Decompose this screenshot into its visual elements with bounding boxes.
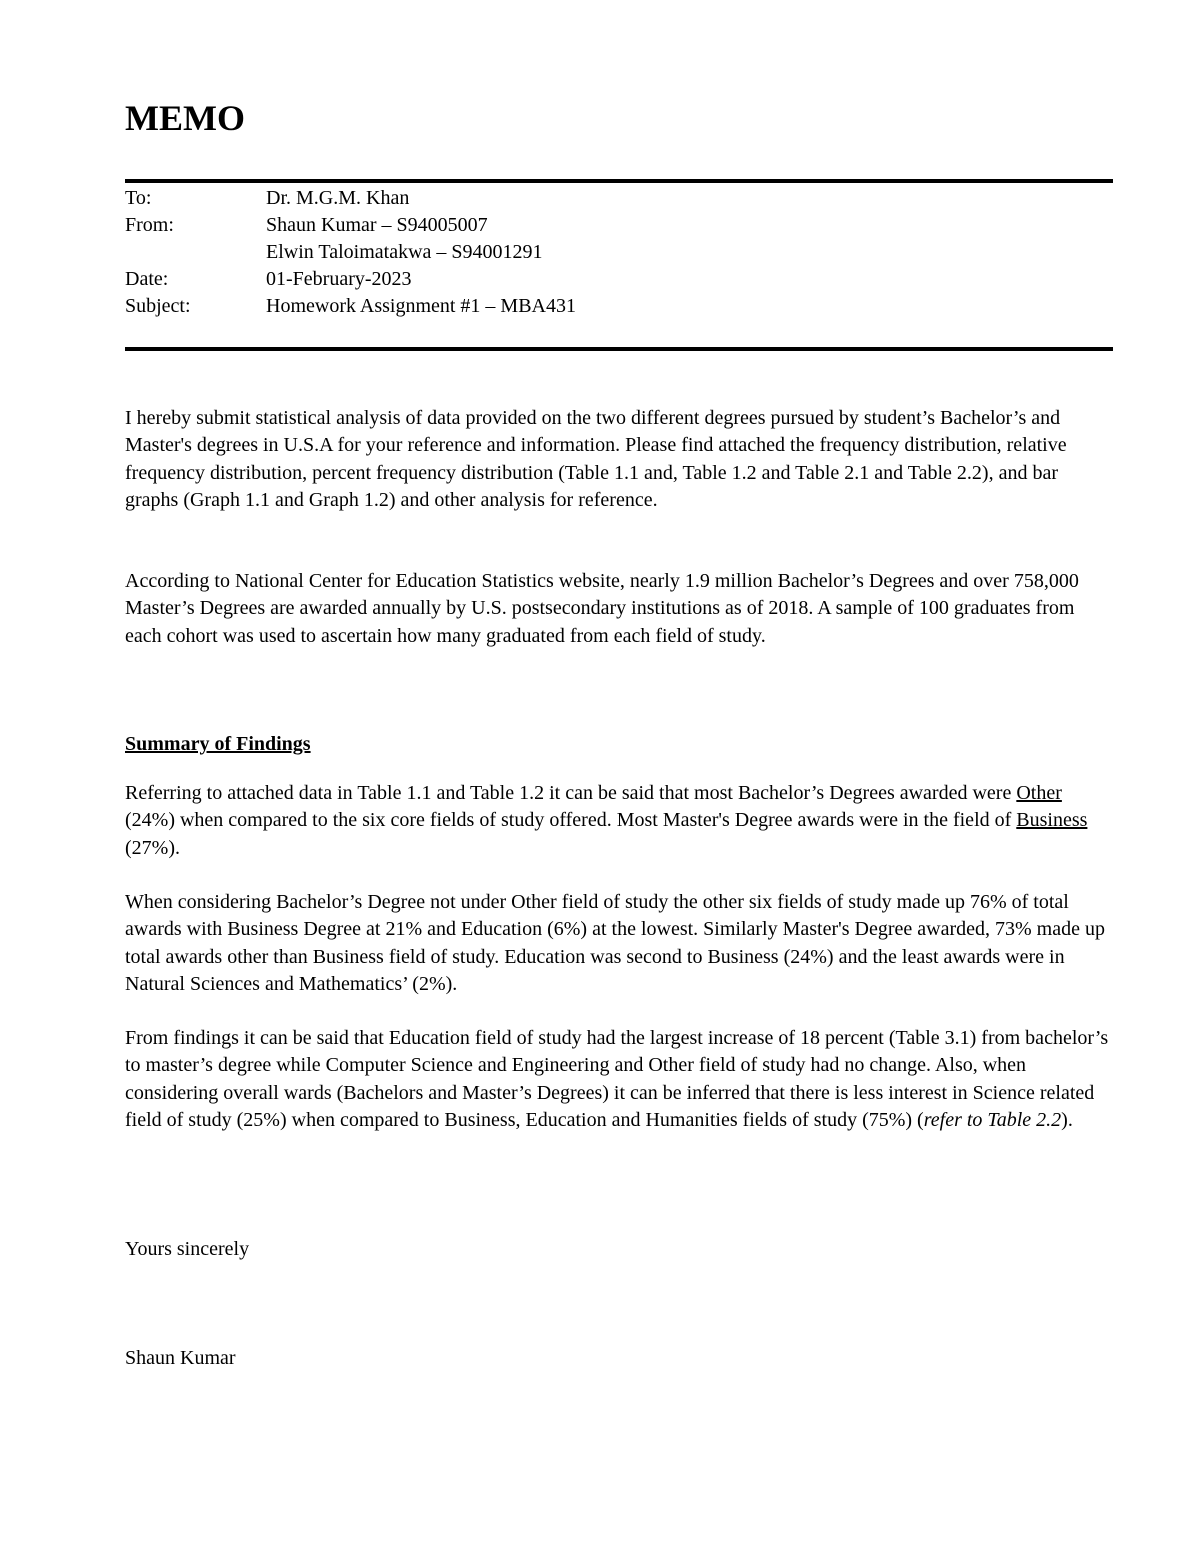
findings-paragraph-1-text [125,780,1115,862]
header-top-rule [125,179,1113,183]
findings-paragraph-1 [125,780,1115,862]
findings-1-other: Other [1016,782,1062,804]
header-label-date: Date: [125,268,169,290]
findings-paragraph-3-text [125,1025,1115,1134]
findings-3-reference: refer to Table 2.2 [923,1108,1062,1131]
findings-3-part-b: ). [1061,1108,1073,1131]
summary-heading: Summary of Findings [125,733,311,755]
header-value-from: Shaun Kumar – S94005007 [266,214,488,236]
header-value-from-2: Elwin Taloimatakwa – S94001291 [266,241,543,263]
header-bottom-rule [125,347,1113,351]
memo-header [125,185,1113,320]
header-value-subject: Homework Assignment #1 – MBA431 [266,295,576,317]
findings-1-part-b: (24%) when compared to the six core fields of study offered. Most Master's Degree awards were in the field of [125,809,1017,832]
header-value-date: 01-February-2023 [266,268,412,290]
findings-paragraph-2-text: When considering Bachelor’s Degree not under Other field of study the other six fields of study made up 76% of total awards with Business Degree at 21% and Education (6%) at the lowest. Similarly Master's Degree awarded, 73% made up total awards other than Business field of study. Education was second to Business (24%) and the least awards were in Natural Sciences and Mathematics’ (2%). [125,891,1105,995]
findings-3-part-a: From findings it can be said that Education field of study had the largest increase of 18 percent (Table 3.1) from bachelor’s to master’s degree while Computer Science and Engineering and Other field of study had no change. Also, when considering overall wards (Bachelors and Master’s Degrees) it can be inferred that there is less interest in Science related field of study (25%) when compared to Business, Education and Humanities fields of study (75%) ( [125,1027,1109,1131]
signer-name: Shaun Kumar [125,1347,236,1369]
closing-salutation: Yours sincerely [125,1238,250,1260]
header-value-to: Dr. M.G.M. Khan [266,187,410,209]
header-row-date [125,266,1113,293]
findings-1-part-a: Referring to attached data in Table 1.1 and Table 1.2 it can be said that most Bachelor’s Degrees awarded were [125,782,1017,804]
intro-paragraph-text: I hereby submit statistical analysis of data provided on the two different degrees pursued by student’s Bachelor’s and Master's degrees in U.S.A for your reference and information. Please find attached the frequency distribution, relative frequency distribution, percent frequency distribution (Table 1.1 and, Table 1.2 and Table 2.1 and Table 2.2), and bar graphs (Graph 1.1 and Graph 1.2) and other analysis for reference. [125,407,1067,511]
memo-title: MEMO [125,98,245,138]
background-paragraph-text: According to National Center for Education Statistics website, nearly 1.9 million Bachelor’s Degrees and over 758,000 Master’s Degrees are awarded annually by U.S. postsecondary institutions as of 2018. A sample of 100 graduates from each cohort was used to ascertain how many graduated from each field of study. [125,570,1079,647]
findings-1-business: Business [1016,809,1088,832]
header-label-empty [125,239,266,266]
header-row-from [125,212,1113,239]
header-label-to: To: [125,187,152,209]
intro-paragraph [125,405,1115,514]
header-row-to [125,185,1113,212]
findings-1-part-c: (27%). [125,836,180,859]
header-label-subject: Subject: [125,295,191,317]
findings-paragraph-2 [125,889,1115,998]
header-label-from: From: [125,214,174,236]
header-row-subject [125,293,1113,320]
background-paragraph [125,568,1115,650]
header-row-from-2 [125,239,1113,266]
findings-paragraph-3 [125,1025,1115,1134]
